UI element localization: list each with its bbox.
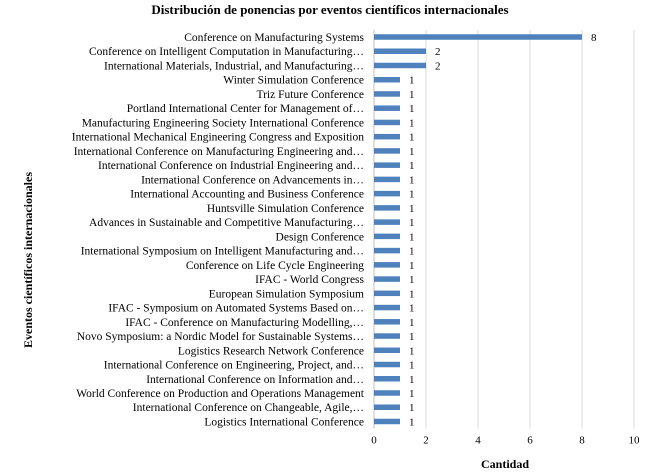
bar xyxy=(374,91,400,97)
category-label: Logistics Research Network Conference xyxy=(177,345,364,358)
bar xyxy=(374,177,400,183)
category-label: Manufacturing Engineering Society International Conference xyxy=(81,117,364,130)
category-label: International Materials, Industrial, and Manufacturing… xyxy=(104,60,364,73)
bar xyxy=(374,333,400,339)
category-label: Conference on Life Cycle Engineering xyxy=(185,259,364,272)
bar xyxy=(374,262,400,268)
data-label: 1 xyxy=(409,388,415,400)
bar xyxy=(374,48,426,54)
bar xyxy=(374,77,400,83)
x-tick-label: 2 xyxy=(423,434,429,447)
bar xyxy=(374,276,400,282)
x-tick-label: 8 xyxy=(579,434,585,447)
chart-title: Distribución de ponencias por eventos científicos internacionales xyxy=(151,2,509,17)
data-label: 1 xyxy=(409,131,415,144)
bar xyxy=(374,234,400,240)
data-label: 2 xyxy=(435,60,441,73)
category-label: International Conference on Advancements in… xyxy=(141,174,364,187)
x-tick-label: 10 xyxy=(628,434,640,447)
category-label: International Conference on Industrial Engineering and… xyxy=(97,160,364,173)
bar xyxy=(374,419,400,425)
data-label: 1 xyxy=(409,174,415,187)
data-label: 1 xyxy=(409,145,415,158)
data-label: 1 xyxy=(409,160,415,173)
data-label: 2 xyxy=(435,46,441,59)
category-label: Logistics International Conference xyxy=(204,416,364,429)
bar xyxy=(374,305,400,311)
y-axis-label: Eventos científicos internacionales xyxy=(21,172,35,348)
category-label: Advances in Sustainable and Competitive Manufacturing… xyxy=(89,217,364,230)
bar xyxy=(374,105,400,111)
category-label: Triz Future Conference xyxy=(256,88,364,101)
data-label: 1 xyxy=(409,103,415,116)
category-label: Novo Symposium: a Nordic Model for Sustainable Systems… xyxy=(76,331,364,344)
category-label: World Conference on Production and Operations Management xyxy=(76,388,364,400)
bar xyxy=(374,63,426,68)
data-label: 1 xyxy=(409,402,415,415)
x-tick-label: 6 xyxy=(527,434,533,447)
category-label: Conference on Intelligent Computation in Manufacturing… xyxy=(89,46,364,59)
category-label: International Conference on Manufacturing Engineering and… xyxy=(73,145,364,158)
bar xyxy=(374,362,400,368)
x-axis-label: Cantidad xyxy=(480,457,530,471)
x-tick-label: 4 xyxy=(475,434,481,447)
bar xyxy=(374,404,400,410)
category-label: International Conference on Information and… xyxy=(146,373,364,386)
category-label: IFAC - Symposium on Automated Systems Based on… xyxy=(108,302,364,315)
data-label: 1 xyxy=(409,316,415,329)
data-label: 1 xyxy=(409,373,415,386)
bar xyxy=(374,191,400,197)
bar xyxy=(374,162,400,168)
category-label: IFAC - Conference on Manufacturing Modelling,… xyxy=(125,316,364,329)
data-label: 1 xyxy=(409,331,415,344)
bar xyxy=(374,291,400,297)
data-labels xyxy=(409,32,597,428)
bar xyxy=(374,348,400,354)
data-label: 1 xyxy=(409,74,415,87)
category-label: International Conference on Engineering, Project, and… xyxy=(103,359,364,372)
bar xyxy=(374,34,582,40)
bar xyxy=(374,134,400,140)
category-label: Huntsville Simulation Conference xyxy=(206,202,364,215)
bar xyxy=(374,219,400,225)
data-label: 1 xyxy=(409,202,415,215)
bar xyxy=(374,390,400,396)
category-label: Portland International Center for Management of… xyxy=(126,103,364,116)
data-label: 1 xyxy=(409,88,415,101)
data-label: 1 xyxy=(409,302,415,315)
x-tick-labels xyxy=(371,435,640,447)
data-label: 1 xyxy=(409,188,415,201)
category-label: Winter Simulation Conference xyxy=(223,74,364,87)
gridlines xyxy=(426,30,634,429)
data-label: 1 xyxy=(409,416,415,429)
category-label: European Simulation Symposium xyxy=(208,288,364,301)
x-tick-label: 0 xyxy=(371,434,377,447)
data-label: 1 xyxy=(409,345,415,358)
data-label: 1 xyxy=(409,231,415,244)
category-label: International Mechanical Engineering Congress and Exposition xyxy=(71,131,364,144)
bar xyxy=(374,148,400,154)
data-label: 1 xyxy=(409,274,415,287)
data-label: 1 xyxy=(409,217,415,230)
category-label: International Symposium on Intelligent Manufacturing and… xyxy=(80,245,364,258)
data-label: 1 xyxy=(409,288,415,301)
data-label: 1 xyxy=(409,245,415,258)
category-label: International Accounting and Business Conference xyxy=(130,188,364,201)
bar xyxy=(374,205,400,211)
bar xyxy=(374,376,400,382)
category-label: International Conference on Changeable, Agile,… xyxy=(132,402,364,415)
category-label: IFAC - World Congress xyxy=(255,274,364,287)
data-label: 1 xyxy=(409,359,415,372)
category-labels xyxy=(72,32,365,428)
data-label: 1 xyxy=(409,259,415,272)
bar xyxy=(374,248,400,254)
bar xyxy=(374,319,400,325)
data-label: 1 xyxy=(409,117,415,130)
category-label: Conference on Manufacturing Systems xyxy=(184,32,364,44)
category-label: Design Conference xyxy=(275,231,364,244)
bar xyxy=(374,120,400,126)
data-label: 8 xyxy=(591,32,597,44)
